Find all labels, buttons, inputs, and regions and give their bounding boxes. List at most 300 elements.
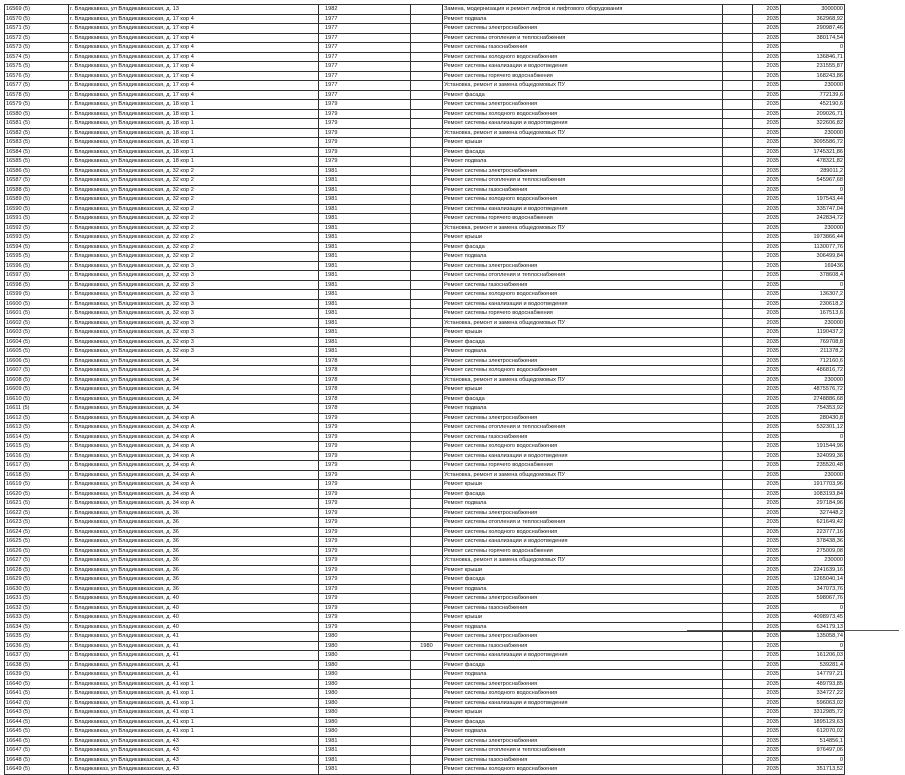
cost-cell: 275009,08 <box>781 546 845 556</box>
plan-year-cell: 2035 <box>753 261 781 271</box>
work-type-cell: Ремонт системы холодного водоснабжения <box>443 195 723 205</box>
table-row <box>5 527 845 537</box>
empty-cell <box>723 280 753 290</box>
cost-cell: 769708,8 <box>781 337 845 347</box>
table-row <box>5 157 845 167</box>
work-type-cell: Ремонт системы газоснабжения <box>443 280 723 290</box>
build-year-cell: 1979 <box>319 413 411 423</box>
cost-cell: 0 <box>781 755 845 765</box>
plan-year-cell: 2035 <box>753 280 781 290</box>
cost-cell: 772139,6 <box>781 90 845 100</box>
table-row <box>5 537 845 547</box>
row-id-cell: 16611 (5) <box>5 404 69 414</box>
build-year-cell: 1978 <box>319 375 411 385</box>
table-row <box>5 214 845 224</box>
plan-year-cell: 2035 <box>753 309 781 319</box>
table-row <box>5 176 845 186</box>
extra-cell <box>411 147 443 157</box>
build-year-cell: 1981 <box>319 755 411 765</box>
row-id-cell: 16597 (5) <box>5 271 69 281</box>
plan-year-cell: 2035 <box>753 404 781 414</box>
empty-cell <box>723 594 753 604</box>
row-id-cell: 16590 (5) <box>5 204 69 214</box>
table-row <box>5 261 845 271</box>
empty-cell <box>723 404 753 414</box>
row-id-cell: 16584 (5) <box>5 147 69 157</box>
address-cell: г. Владикавказ, ул Владикавказская, д. 43 <box>69 746 319 756</box>
address-cell: г. Владикавказ, ул Владикавказская, д. 36 <box>69 527 319 537</box>
plan-year-cell: 2035 <box>753 546 781 556</box>
address-cell: г. Владикавказ, ул Владикавказская, д. 40 <box>69 594 319 604</box>
plan-year-cell: 2035 <box>753 442 781 452</box>
empty-cell <box>723 717 753 727</box>
row-id-cell: 16635 (5) <box>5 632 69 642</box>
work-type-cell: Ремонт подвала <box>443 499 723 509</box>
cost-cell: 135058,74 <box>781 632 845 642</box>
plan-year-cell: 2035 <box>753 470 781 480</box>
table-row <box>5 508 845 518</box>
row-id-cell: 16576 (5) <box>5 71 69 81</box>
row-id-cell: 16580 (5) <box>5 109 69 119</box>
extra-cell <box>411 233 443 243</box>
cost-cell: 532301,12 <box>781 423 845 433</box>
work-type-cell: Ремонт системы горячего водоснабжения <box>443 214 723 224</box>
work-type-cell: Ремонт крыши <box>443 385 723 395</box>
build-year-cell: 1979 <box>319 622 411 632</box>
plan-year-cell: 2035 <box>753 252 781 262</box>
plan-year-cell: 2035 <box>753 603 781 613</box>
address-cell: г. Владикавказ, ул Владикавказская, д. 32 кор 2 <box>69 252 319 262</box>
empty-cell <box>723 147 753 157</box>
work-type-cell: Ремонт системы газоснабжения <box>443 603 723 613</box>
extra-cell <box>411 81 443 91</box>
plan-year-cell: 2035 <box>753 242 781 252</box>
work-type-cell: Ремонт подвала <box>443 727 723 737</box>
work-type-cell: Ремонт системы горячего водоснабжения <box>443 309 723 319</box>
work-type-cell: Ремонт системы горячего водоснабжения <box>443 461 723 471</box>
address-cell: г. Владикавказ, ул Владикавказская, д. 32 кор 3 <box>69 337 319 347</box>
build-year-cell: 1981 <box>319 318 411 328</box>
extra-cell <box>411 651 443 661</box>
table-row <box>5 119 845 129</box>
table-row <box>5 613 845 623</box>
plan-year-cell: 2035 <box>753 299 781 309</box>
table-row <box>5 43 845 53</box>
plan-year-cell: 2035 <box>753 90 781 100</box>
plan-year-cell: 2035 <box>753 195 781 205</box>
row-id-cell: 16645 (5) <box>5 727 69 737</box>
table-row <box>5 546 845 556</box>
work-type-cell: Ремонт фасада <box>443 147 723 157</box>
row-id-cell: 16643 (5) <box>5 708 69 718</box>
row-id-cell: 16578 (5) <box>5 90 69 100</box>
cost-cell: 2241639,16 <box>781 565 845 575</box>
build-year-cell: 1977 <box>319 24 411 34</box>
table-row <box>5 413 845 423</box>
work-type-cell: Ремонт подвала <box>443 670 723 680</box>
work-type-cell: Ремонт системы электроснабжения <box>443 166 723 176</box>
work-type-cell: Ремонт фасада <box>443 575 723 585</box>
table-row <box>5 100 845 110</box>
empty-cell <box>723 584 753 594</box>
table-row <box>5 727 845 737</box>
table-row <box>5 195 845 205</box>
extra-cell: 1980 <box>411 641 443 651</box>
build-year-cell: 1981 <box>319 347 411 357</box>
table-row <box>5 375 845 385</box>
row-id-cell: 16617 (5) <box>5 461 69 471</box>
extra-cell <box>411 746 443 756</box>
row-id-cell: 16571 (5) <box>5 24 69 34</box>
build-year-cell: 1979 <box>319 100 411 110</box>
plan-year-cell: 2035 <box>753 52 781 62</box>
build-year-cell: 1979 <box>319 147 411 157</box>
work-type-cell: Ремонт системы электроснабжения <box>443 736 723 746</box>
plan-year-cell: 2035 <box>753 594 781 604</box>
address-cell: г. Владикавказ, ул Владикавказская, д. 18 кор 1 <box>69 100 319 110</box>
cost-cell: 378438,36 <box>781 537 845 547</box>
row-id-cell: 16631 (5) <box>5 594 69 604</box>
empty-cell <box>723 252 753 262</box>
address-cell: г. Владикавказ, ул Владикавказская, д. 34 кор А <box>69 470 319 480</box>
build-year-cell: 1979 <box>319 109 411 119</box>
plan-year-cell: 2035 <box>753 128 781 138</box>
cost-cell: 230618,2 <box>781 299 845 309</box>
row-id-cell: 16581 (5) <box>5 119 69 129</box>
table-row <box>5 423 845 433</box>
table-row <box>5 366 845 376</box>
work-type-cell: Ремонт крыши <box>443 613 723 623</box>
cost-cell: 211378,2 <box>781 347 845 357</box>
table-row <box>5 698 845 708</box>
address-cell: г. Владикавказ, ул Владикавказская, д. 36 <box>69 508 319 518</box>
work-type-cell: Ремонт системы канализации и водоотведения <box>443 451 723 461</box>
row-id-cell: 16587 (5) <box>5 176 69 186</box>
work-type-cell: Ремонт системы канализации и водоотведения <box>443 62 723 72</box>
extra-cell <box>411 214 443 224</box>
extra-cell <box>411 489 443 499</box>
cost-cell: 4875576,72 <box>781 385 845 395</box>
address-cell: г. Владикавказ, ул Владикавказская, д. 41 <box>69 632 319 642</box>
address-cell: г. Владикавказ, ул Владикавказская, д. 18 кор 1 <box>69 138 319 148</box>
build-year-cell: 1981 <box>319 195 411 205</box>
address-cell: г. Владикавказ, ул Владикавказская, д. 34 <box>69 366 319 376</box>
table-row <box>5 299 845 309</box>
work-type-cell: Ремонт системы электроснабжения <box>443 679 723 689</box>
cost-cell: 478321,82 <box>781 157 845 167</box>
address-cell: г. Владикавказ, ул Владикавказская, д. 41 кор 1 <box>69 689 319 699</box>
address-cell: г. Владикавказ, ул Владикавказская, д. 34 <box>69 356 319 366</box>
table-row <box>5 356 845 366</box>
cost-cell: 3312985,72 <box>781 708 845 718</box>
build-year-cell: 1977 <box>319 33 411 43</box>
extra-cell <box>411 204 443 214</box>
extra-cell <box>411 185 443 195</box>
extra-cell <box>411 480 443 490</box>
address-cell: г. Владикавказ, ул Владикавказская, д. 32 кор 3 <box>69 280 319 290</box>
cost-cell: 161206,03 <box>781 651 845 661</box>
build-year-cell: 1980 <box>319 708 411 718</box>
table-row <box>5 280 845 290</box>
plan-year-cell: 2035 <box>753 385 781 395</box>
empty-cell <box>723 727 753 737</box>
work-type-cell: Ремонт крыши <box>443 565 723 575</box>
plan-year-cell: 2035 <box>753 33 781 43</box>
empty-cell <box>723 195 753 205</box>
plan-year-cell: 2035 <box>753 356 781 366</box>
table-row <box>5 128 845 138</box>
empty-cell <box>723 489 753 499</box>
extra-cell <box>411 584 443 594</box>
table-row <box>5 242 845 252</box>
extra-cell <box>411 337 443 347</box>
row-id-cell: 16574 (5) <box>5 52 69 62</box>
cost-cell: 362968,92 <box>781 14 845 24</box>
table-row <box>5 52 845 62</box>
address-cell: г. Владикавказ, ул Владикавказская, д. 34 кор А <box>69 432 319 442</box>
plan-year-cell: 2035 <box>753 290 781 300</box>
plan-year-cell: 2035 <box>753 233 781 243</box>
build-year-cell: 1981 <box>319 176 411 186</box>
row-id-cell: 16609 (5) <box>5 385 69 395</box>
plan-year-cell: 2035 <box>753 489 781 499</box>
plan-year-cell: 2035 <box>753 119 781 129</box>
cost-cell: 1130077,76 <box>781 242 845 252</box>
empty-cell <box>723 62 753 72</box>
empty-cell <box>723 328 753 338</box>
extra-cell <box>411 242 443 252</box>
build-year-cell: 1979 <box>319 518 411 528</box>
empty-cell <box>723 81 753 91</box>
build-year-cell: 1978 <box>319 385 411 395</box>
empty-cell <box>723 157 753 167</box>
row-id-cell: 16570 (5) <box>5 14 69 24</box>
work-type-cell: Ремонт системы отопления и теплоснабжения <box>443 271 723 281</box>
row-id-cell: 16610 (5) <box>5 394 69 404</box>
build-year-cell: 1981 <box>319 204 411 214</box>
row-id-cell: 16625 (5) <box>5 537 69 547</box>
table-row <box>5 461 845 471</box>
work-type-cell: Ремонт системы газоснабжения <box>443 43 723 53</box>
empty-cell <box>723 518 753 528</box>
table-row <box>5 204 845 214</box>
work-type-cell: Ремонт фасада <box>443 717 723 727</box>
extra-cell <box>411 33 443 43</box>
extra-cell <box>411 223 443 233</box>
address-cell: г. Владикавказ, ул Владикавказская, д. 34 <box>69 375 319 385</box>
extra-cell <box>411 413 443 423</box>
build-year-cell: 1981 <box>319 328 411 338</box>
address-cell: г. Владикавказ, ул Владикавказская, д. 41 <box>69 641 319 651</box>
build-year-cell: 1978 <box>319 366 411 376</box>
plan-year-cell: 2035 <box>753 5 781 15</box>
address-cell: г. Владикавказ, ул Владикавказская, д. 18 кор 1 <box>69 109 319 119</box>
extra-cell <box>411 765 443 775</box>
plan-year-cell: 2035 <box>753 24 781 34</box>
extra-cell <box>411 708 443 718</box>
extra-cell <box>411 299 443 309</box>
table-row <box>5 518 845 528</box>
work-type-cell: Установка, ремонт и замена общедомовых ПУ <box>443 556 723 566</box>
address-cell: г. Владикавказ, ул Владикавказская, д. 36 <box>69 546 319 556</box>
extra-cell <box>411 689 443 699</box>
address-cell: г. Владикавказ, ул Владикавказская, д. 32 кор 2 <box>69 166 319 176</box>
empty-cell <box>723 109 753 119</box>
cost-cell: 380174,54 <box>781 33 845 43</box>
build-year-cell: 1981 <box>319 746 411 756</box>
row-id-cell: 16646 (5) <box>5 736 69 746</box>
work-type-cell: Ремонт системы электроснабжения <box>443 356 723 366</box>
address-cell: г. Владикавказ, ул Владикавказская, д. 13 <box>69 5 319 15</box>
work-type-cell: Ремонт крыши <box>443 328 723 338</box>
work-type-cell: Ремонт системы холодного водоснабжения <box>443 442 723 452</box>
work-type-cell: Ремонт системы канализации и водоотведения <box>443 119 723 129</box>
address-cell: г. Владикавказ, ул Владикавказская, д. 41 <box>69 670 319 680</box>
extra-cell <box>411 347 443 357</box>
address-cell: г. Владикавказ, ул Владикавказская, д. 32 кор 2 <box>69 242 319 252</box>
plan-year-cell: 2035 <box>753 613 781 623</box>
empty-cell <box>723 689 753 699</box>
cost-cell: 486816,72 <box>781 366 845 376</box>
table-row <box>5 71 845 81</box>
build-year-cell: 1978 <box>319 356 411 366</box>
row-id-cell: 16603 (5) <box>5 328 69 338</box>
cost-cell: 3095586,72 <box>781 138 845 148</box>
extra-cell <box>411 195 443 205</box>
build-year-cell: 1980 <box>319 660 411 670</box>
work-type-cell: Ремонт системы отопления и теплоснабжения <box>443 518 723 528</box>
cost-cell: 230000 <box>781 556 845 566</box>
table-row <box>5 337 845 347</box>
cost-cell: 612070,02 <box>781 727 845 737</box>
address-cell: г. Владикавказ, ул Владикавказская, д. 17 кор 4 <box>69 52 319 62</box>
address-cell: г. Владикавказ, ул Владикавказская, д. 32 кор 2 <box>69 214 319 224</box>
build-year-cell: 1979 <box>319 480 411 490</box>
row-id-cell: 16572 (5) <box>5 33 69 43</box>
row-id-cell: 16592 (5) <box>5 223 69 233</box>
row-id-cell: 16605 (5) <box>5 347 69 357</box>
empty-cell <box>723 736 753 746</box>
work-type-cell: Ремонт крыши <box>443 138 723 148</box>
cost-cell: 0 <box>781 185 845 195</box>
work-type-cell: Ремонт крыши <box>443 233 723 243</box>
work-type-cell: Ремонт подвала <box>443 347 723 357</box>
cost-cell: 1265040,14 <box>781 575 845 585</box>
cost-cell: 322606,82 <box>781 119 845 129</box>
row-id-cell: 16583 (5) <box>5 138 69 148</box>
cost-cell: 235520,48 <box>781 461 845 471</box>
address-cell: г. Владикавказ, ул Владикавказская, д. 36 <box>69 556 319 566</box>
cost-cell: 351713,52 <box>781 765 845 775</box>
work-type-cell: Ремонт крыши <box>443 480 723 490</box>
work-type-cell: Ремонт системы канализации и водоотведения <box>443 698 723 708</box>
address-cell: г. Владикавказ, ул Владикавказская, д. 34 кор А <box>69 423 319 433</box>
empty-cell <box>723 385 753 395</box>
cost-cell: 136846,71 <box>781 52 845 62</box>
cost-cell: 334727,22 <box>781 689 845 699</box>
plan-year-cell: 2035 <box>753 109 781 119</box>
empty-cell <box>723 641 753 651</box>
row-id-cell: 16621 (5) <box>5 499 69 509</box>
table-row <box>5 708 845 718</box>
build-year-cell: 1979 <box>319 128 411 138</box>
empty-cell <box>723 451 753 461</box>
row-id-cell: 16600 (5) <box>5 299 69 309</box>
build-year-cell: 1979 <box>319 470 411 480</box>
table-row <box>5 489 845 499</box>
work-type-cell: Ремонт системы электроснабжения <box>443 632 723 642</box>
work-type-cell: Установка, ремонт и замена общедомовых ПУ <box>443 318 723 328</box>
build-year-cell: 1981 <box>319 337 411 347</box>
row-id-cell: 16633 (5) <box>5 613 69 623</box>
plan-year-cell: 2035 <box>753 584 781 594</box>
empty-cell <box>723 746 753 756</box>
empty-cell <box>723 698 753 708</box>
plan-year-cell: 2035 <box>753 565 781 575</box>
extra-cell <box>411 271 443 281</box>
address-cell: г. Владикавказ, ул Владикавказская, д. 17 кор 4 <box>69 14 319 24</box>
table-row <box>5 689 845 699</box>
address-cell: г. Владикавказ, ул Владикавказская, д. 32 кор 3 <box>69 328 319 338</box>
plan-year-cell: 2035 <box>753 508 781 518</box>
plan-year-cell: 2035 <box>753 736 781 746</box>
build-year-cell: 1979 <box>319 119 411 129</box>
table-row <box>5 404 845 414</box>
cost-cell: 1190437,2 <box>781 328 845 338</box>
row-id-cell: 16618 (5) <box>5 470 69 480</box>
plan-year-cell: 2035 <box>753 223 781 233</box>
build-year-cell: 1981 <box>319 309 411 319</box>
build-year-cell: 1979 <box>319 556 411 566</box>
work-type-cell: Ремонт системы электроснабжения <box>443 594 723 604</box>
work-type-cell: Установка, ремонт и замена общедомовых ПУ <box>443 470 723 480</box>
row-id-cell: 16642 (5) <box>5 698 69 708</box>
cost-cell: 230000 <box>781 470 845 480</box>
extra-cell <box>411 62 443 72</box>
work-type-cell: Ремонт системы газоснабжения <box>443 755 723 765</box>
empty-cell <box>723 309 753 319</box>
empty-cell <box>723 366 753 376</box>
extra-cell <box>411 128 443 138</box>
extra-cell <box>411 14 443 24</box>
build-year-cell: 1981 <box>319 223 411 233</box>
empty-cell <box>723 261 753 271</box>
row-id-cell: 16613 (5) <box>5 423 69 433</box>
cost-cell: 289011,2 <box>781 166 845 176</box>
row-id-cell: 16640 (5) <box>5 679 69 689</box>
row-id-cell: 16641 (5) <box>5 689 69 699</box>
extra-cell <box>411 280 443 290</box>
build-year-cell: 1978 <box>319 404 411 414</box>
plan-year-cell: 2035 <box>753 176 781 186</box>
address-cell: г. Владикавказ, ул Владикавказская, д. 32 кор 2 <box>69 223 319 233</box>
row-id-cell: 16636 (5) <box>5 641 69 651</box>
table-row <box>5 746 845 756</box>
table-row <box>5 717 845 727</box>
plan-year-cell: 2035 <box>753 765 781 775</box>
table-row <box>5 290 845 300</box>
address-cell: г. Владикавказ, ул Владикавказская, д. 18 кор 1 <box>69 147 319 157</box>
row-id-cell: 16577 (5) <box>5 81 69 91</box>
empty-cell <box>723 470 753 480</box>
row-id-cell: 16612 (5) <box>5 413 69 423</box>
work-type-cell: Ремонт системы газоснабжения <box>443 432 723 442</box>
build-year-cell: 1982 <box>319 5 411 15</box>
work-type-cell: Ремонт системы отопления и теплоснабжения <box>443 423 723 433</box>
row-id-cell: 16616 (5) <box>5 451 69 461</box>
address-cell: г. Владикавказ, ул Владикавказская, д. 32 кор 3 <box>69 261 319 271</box>
cost-cell: 539281,4 <box>781 660 845 670</box>
